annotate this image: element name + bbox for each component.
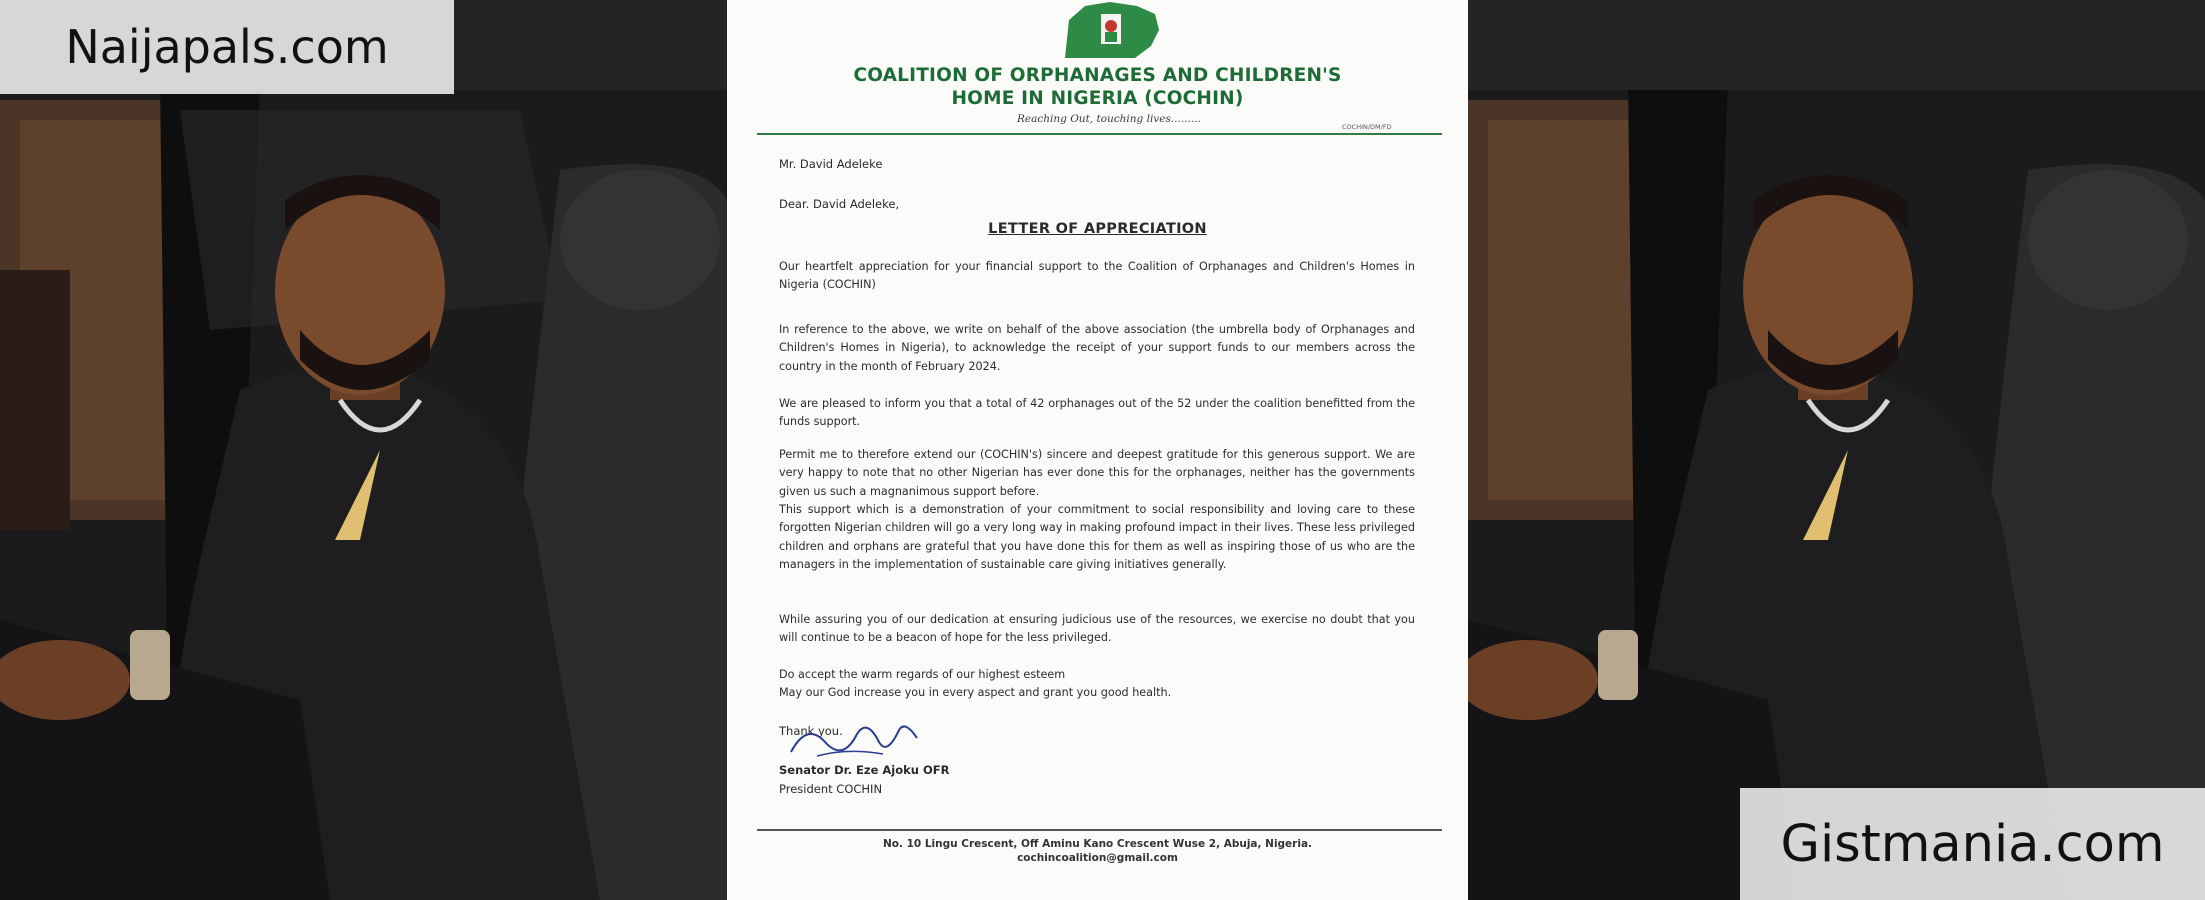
footer-divider bbox=[757, 829, 1442, 831]
appreciation-letter bbox=[727, 0, 1468, 900]
footer-address: No. 10 Lingu Crescent, Off Aminu Kano Crescent Wuse 2, Abuja, Nigeria. bbox=[882, 838, 1313, 850]
paragraph: In reference to the above, we write on behalf of the above association (the umbrella body of Orphanages and Children's Homes in Nigeria), to acknowledge the receipt of your support funds to our members across the country in the month of February 2024. bbox=[779, 323, 1415, 373]
org-title-line-2: HOME IN NIGERIA (COCHIN) bbox=[951, 88, 1244, 109]
paragraph: Permit me to therefore extend our (COCHIN's) sincere and deepest gratitude for this generous support. We are very happy to note that no other Nigerian has ever done this for the orphanages, neither has the governments given us such a magnanimous support before. bbox=[779, 448, 1415, 498]
org-title-line-1: COALITION OF ORPHANAGES AND CHILDREN'S bbox=[853, 65, 1342, 86]
header-divider bbox=[757, 133, 1442, 135]
organization-title bbox=[727, 64, 1468, 110]
right-photo bbox=[1468, 0, 2205, 900]
signer-name: Senator Dr. Eze Ajoku OFR bbox=[779, 763, 950, 777]
closing: Thank you. bbox=[779, 724, 843, 738]
paragraph: This support which is a demonstration of your commitment to social responsibility and loving care to these forgotten Nigerian children will go a very long way in making profound impact in their lives. These less privileged children and orphans are grateful that you have done this for them as well as inspiring those of us who are the managers in the implementation of sustainable care giving initiatives generally. bbox=[779, 503, 1415, 571]
footer-email: cochincoalition@gmail.com bbox=[1017, 852, 1178, 864]
addressee: Mr. David Adeleke bbox=[779, 157, 883, 171]
reference-code: COCHIN/DM/FD bbox=[1342, 123, 1392, 131]
motto: Reaching Out, touching lives......... bbox=[1017, 113, 1201, 125]
handwritten-signature bbox=[787, 712, 927, 770]
letter-heading: LETTER OF APPRECIATION bbox=[988, 221, 1207, 237]
man-seated-in-car-photo bbox=[1468, 0, 2205, 900]
salutation: Dear. David Adeleke, bbox=[779, 197, 900, 211]
paragraph: May our God increase you in every aspect and grant you good health. bbox=[779, 686, 1172, 699]
watermark-gistmania: Gistmania.com bbox=[1740, 788, 2205, 900]
paragraph: Our heartfelt appreciation for your financial support to the Coalition of Orphanages and Children's Homes in Nigeria (COCHIN) bbox=[779, 260, 1415, 292]
paragraph: We are pleased to inform you that a total of 42 orphanages out of the 52 under the coalition benefitted from the funds support. bbox=[779, 397, 1415, 429]
paragraph: While assuring you of our dedication at ensuring judicious use of the resources, we exercise no doubt that you will continue to be a beacon of hope for the less privileged. bbox=[779, 613, 1415, 645]
watermark-naijapals: Naijapals.com bbox=[0, 0, 454, 94]
man-seated-in-car-photo bbox=[0, 0, 727, 900]
left-photo bbox=[0, 0, 727, 900]
nigeria-map-crest-icon bbox=[1055, 0, 1167, 62]
paragraph: Do accept the warm regards of our highest esteem bbox=[779, 668, 1066, 681]
signer-role: President COCHIN bbox=[779, 782, 883, 796]
